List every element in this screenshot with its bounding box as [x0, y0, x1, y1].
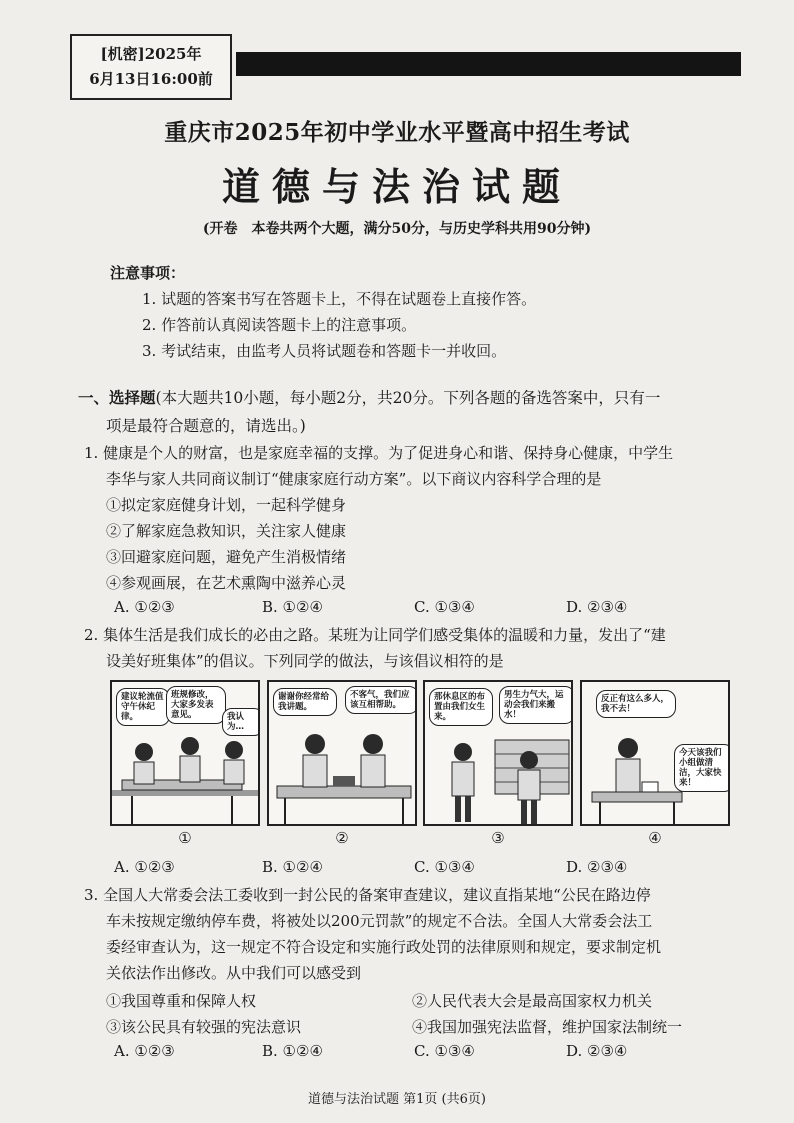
q1-item: ③回避家庭问题，避免产生消极情绪 [106, 548, 347, 566]
secret-line-1: [机密]2025年 [100, 45, 202, 63]
section-desc-2: 项是最符合题意的，请选出。) [106, 417, 306, 435]
q3-stem-2: 车未按规定缴纳停车费，将被处以200元罚款”的规定不合法。全国人大常委会法工 [106, 912, 653, 930]
q1-option-d: D. ②③④ [566, 598, 628, 616]
comic-panel-4 [580, 680, 730, 826]
header-bar [236, 52, 741, 76]
q1-stem-2: 李华与家人共同商议制订“健康家庭行动方案”。以下商议内容科学合理的是 [106, 470, 602, 488]
q1-item: ①拟定家庭健身计划，一起科学健身 [106, 496, 347, 514]
q2-option-b: B. ①②④ [262, 858, 323, 876]
q3-stem-3: 委经审查认为，这一规定不符合设定和实施行政处罚的法律原则和规定，要求制定机 [106, 938, 662, 956]
q2-option-c: C. ①③④ [414, 858, 475, 876]
q3-option-c: C. ①③④ [414, 1042, 475, 1060]
q1-option-b: B. ①②④ [262, 598, 323, 616]
page-footer: 道德与法治试题 第1页 (共6页) [308, 1092, 486, 1107]
panel-number: ② [335, 829, 349, 847]
q3-item: ②人民代表大会是最高国家权力机关 [412, 992, 653, 1010]
q3-stem-4: 关依法作出修改。从中我们可以感受到 [106, 964, 362, 982]
q3-stem: 3. 全国人大常委会法工委收到一封公民的备案审查建议，建议直指某地“公民在路边停 [84, 886, 651, 904]
panel-number: ① [178, 829, 192, 847]
q2-option-a: A. ①②③ [114, 858, 175, 876]
q1-option-a: A. ①②③ [114, 598, 175, 616]
q1-stem: 1. 健康是个人的财富，也是家庭幸福的支撑。为了促进身心和谐、保持身心健康，中学生 [84, 444, 674, 462]
speech-bubble: 建议轮流值守午休纪律。 [116, 688, 170, 726]
speech-bubble: 那休息区的布置由我们女生来。 [429, 688, 493, 726]
speech-bubble: 谢谢你经常给我讲题。 [273, 688, 337, 716]
section-desc: (本大题共10小题，每小题2分，共20分。下列各题的备选答案中，只有一 [155, 389, 661, 407]
note-item: 2. 作答前认真阅读答题卡上的注意事项。 [142, 316, 417, 334]
notes-title: 注意事项： [110, 264, 186, 282]
comic-panel-1 [110, 680, 260, 826]
q2-option-d: D. ②③④ [566, 858, 628, 876]
q3-option-d: D. ②③④ [566, 1042, 628, 1060]
q3-option-b: B. ①②④ [262, 1042, 323, 1060]
q3-item: ④我国加强宪法监督，维护国家法制统一 [412, 1018, 683, 1036]
q1-item: ④参观画展，在艺术熏陶中滋养心灵 [106, 574, 347, 592]
note-item: 1. 试题的答案书写在答题卡上，不得在试题卷上直接作答。 [142, 290, 537, 308]
speech-bubble: 男生力气大，运动会我们来搬水！ [499, 686, 573, 724]
comic-panel-2 [267, 680, 417, 826]
exam-subtitle: (开卷 本卷共两个大题，满分50分，与历史学科共用90分钟) [202, 221, 592, 237]
q2-stem-2: 设美好班集体”的倡议。下列同学的做法，与该倡议相符的是 [106, 652, 504, 670]
section-label: 一、选择题 [78, 388, 156, 407]
subject-title: 道德与法治试题 [221, 164, 572, 209]
confidential-stamp [70, 34, 232, 100]
q3-item: ①我国尊重和保障人权 [106, 992, 257, 1010]
secret-line-2: 6月13日16:00前 [89, 70, 213, 88]
panel-number: ④ [648, 829, 662, 847]
q1-option-c: C. ①③④ [414, 598, 475, 616]
panel-number: ③ [491, 829, 505, 847]
speech-bubble: 班规修改，大家多发表意见。 [166, 686, 226, 724]
speech-bubble: 今天该我们小组做清洁，大家快来！ [674, 744, 730, 792]
q3-item: ③该公民具有较强的宪法意识 [106, 1018, 302, 1036]
speech-bubble: 反正有这么多人，我不去！ [596, 690, 676, 718]
speech-bubble: 我认为… [222, 708, 260, 736]
q2-stem: 2. 集体生活是我们成长的必由之路。某班为让同学们感受集体的温暖和力量，发出了“建 [84, 626, 666, 644]
speech-bubble: 不客气，我们应该互相帮助。 [345, 686, 417, 714]
q1-item: ②了解家庭急救知识，关注家人健康 [106, 522, 347, 540]
exam-title: 重庆市2025年初中学业水平暨高中招生考试 [164, 119, 630, 146]
section-header [78, 384, 748, 440]
q3-option-a: A. ①②③ [114, 1042, 175, 1060]
comic-panel-3 [423, 680, 573, 826]
note-item: 3. 考试结束，由监考人员将试题卷和答题卡一并收回。 [142, 342, 507, 360]
